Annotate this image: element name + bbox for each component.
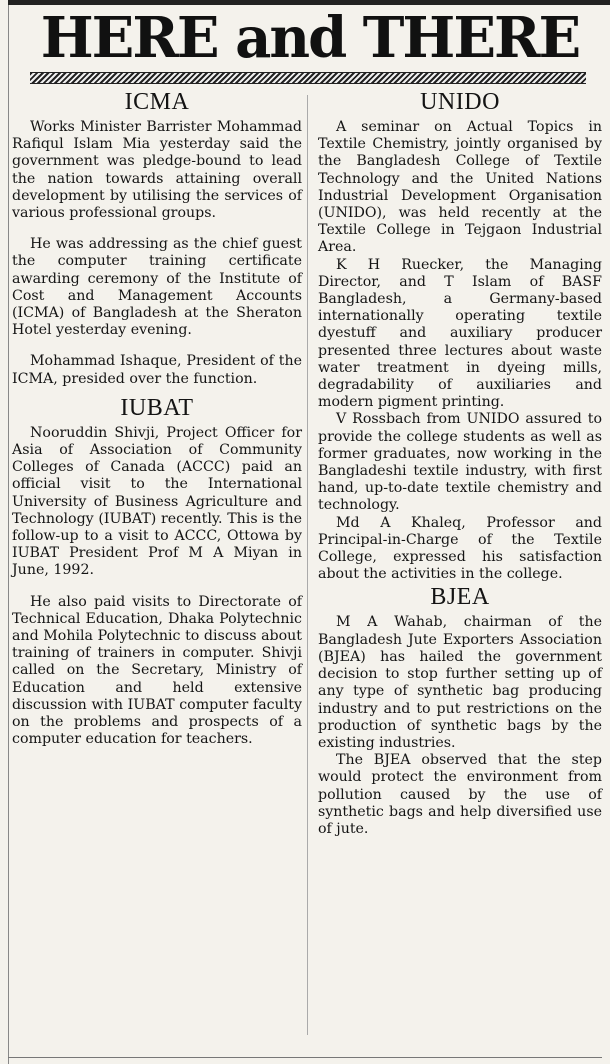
article-paragraph: He also paid visits to Directorate of Technical Education, Dhaka Polytechnic and Mohila Polytechnic to discuss about training of trainers in computer. Shivji called on the Secretary, Ministry of Education and held extensive discussion with IUBAT computer faculty on the problems and prospects of a computer education for teachers. [12,593,302,748]
article-paragraph: M A Wahab, chairman of the Bangladesh Jute Exporters Association (BJEA) has hailed the government decision to stop further setting up of any type of synthetic bag producing industry and to put restrictions on the production of synthetic bags by the existing industries. [318,614,602,751]
article-icma [12,88,302,388]
article-paragraph: Nooruddin Shivji, Project Officer for Asia of Association of Community Colleges of Canada (ACCC) paid an official visit to the International University of Business Agriculture and Technology (IUBAT) recently. This is the follow-up to a visit to ACCC, Ottowa by IUBAT President Prof M A Miyan in June, 1992. [12,424,302,579]
left-column [12,88,302,749]
article-heading: UNIDO [420,89,500,115]
article-paragraph: K H Ruecker, the Managing Director, and T Islam of BASF Bangladesh, a Germany-based internationally operating textile dyestuff and auxiliary producer presented three lectures about waste water treatment in dyeing mills, degradability of auxiliaries and modern pigment printing. [318,256,602,411]
article-bjea [318,583,602,838]
article-paragraph: Works Minister Barrister Mohammad Rafiqul Islam Mia yesterday said the government was pledge-bound to lead the nation towards attaining overall development by utilising the services of various professional groups. [12,119,302,222]
article-paragraph: He was addressing as the chief guest the computer training certificate awarding ceremony of the Institute of Cost and Management Accounts (ICMA) of Bangladesh at the Sheraton Hotel yesterday evening. [12,236,302,339]
column-divider [307,95,308,1035]
article-heading: IUBAT [120,394,194,421]
right-column [318,88,602,838]
article-paragraph: Md A Khaleq, Professor and Principal-in-Charge of the Textile College, expressed his satisfaction about the activities in the college. [318,514,602,583]
article-paragraph: Mohammad Ishaque, President of the ICMA, presided over the function. [12,353,302,387]
masthead-title: HERE and THERE [40,5,580,71]
bottom-rule [8,1057,602,1058]
article-heading: BJEA [430,584,490,611]
article-iubat [12,394,302,749]
article-paragraph: V Rossbach from UNIDO assured to provide the college students as well as former graduates, now working in the Bangladeshi textile industry, with first hand, up-to-date textile chemistry and technology. [318,411,602,514]
article-paragraph: A seminar on Actual Topics in Textile Chemistry, jointly organised by the Bangladesh College of Textile Technology and the United Nations Industrial Development Organisation (UNIDO), was held recently at the Textile College in Tejgaon Industrial Area. [318,119,602,256]
article-heading: ICMA [124,89,190,115]
article-unido [318,88,602,583]
article-paragraph: The BJEA observed that the step would protect the environment from pollution caused by the use of synthetic bags and help diversified use of jute. [318,752,602,837]
masthead-rule [30,72,586,84]
